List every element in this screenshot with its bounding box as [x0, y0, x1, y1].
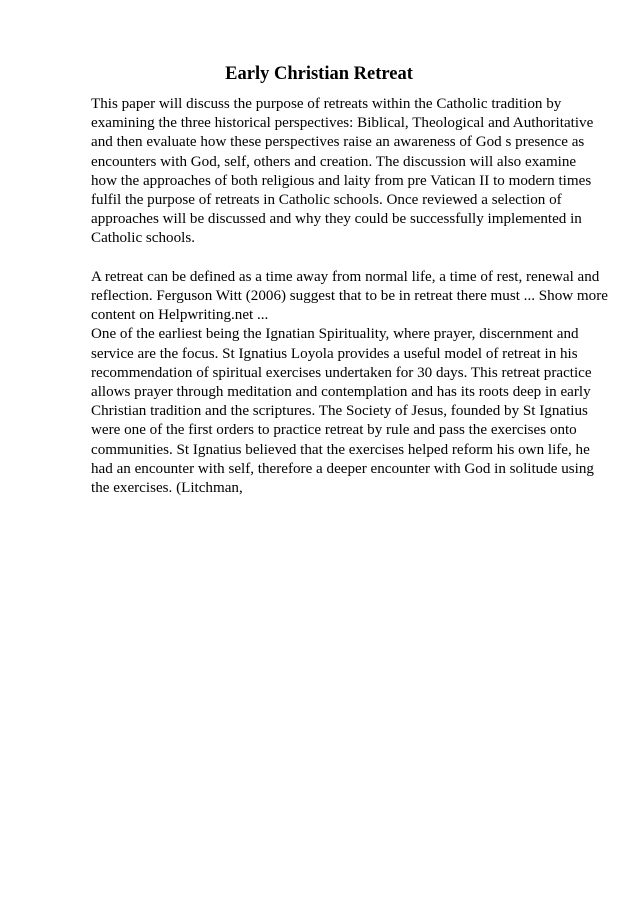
- text-line: Christian tradition and the scriptures. The Society of Jesus, founded by St Ignatius: [91, 403, 588, 420]
- text-line: recommendation of spiritual exercises undertaken for 30 days. This retreat practice: [91, 364, 592, 381]
- text-line: This paper will discuss the purpose of retreats within the Catholic tradition by: [91, 96, 562, 112]
- text-line: encounters with God, self, others and creation. The discussion will also examine: [91, 153, 577, 170]
- paragraph-spacer: [91, 249, 601, 268]
- text-line: and then evaluate how these perspectives raise an awareness of God s presence as: [91, 134, 585, 151]
- text-line: examining the three historical perspectives: Biblical, Theological and Authoritative: [91, 115, 594, 132]
- text-line: One of the earliest being the Ignatian Spirituality, where prayer, discernment and: [91, 326, 579, 343]
- document-title: Early Christian Retreat: [225, 64, 413, 84]
- document-body: [91, 95, 608, 498]
- text-line: service are the focus. St Ignatius Loyola provides a useful model of retreat in his: [91, 345, 578, 362]
- text-line: A retreat can be defined as a time away from normal life, a time of rest, renewal and: [91, 268, 600, 285]
- text-line: content on Helpwriting.net ...: [91, 307, 269, 324]
- text-line: the exercises. (Litchman,: [91, 480, 243, 497]
- paragraph-intro: [91, 95, 601, 249]
- paragraph-body: [91, 268, 608, 498]
- text-line: fulfil the purpose of retreats in Catholic schools. Once reviewed a selection of: [91, 192, 562, 209]
- text-line: allows prayer through meditation and contemplation and has its roots deep in early: [91, 384, 591, 401]
- text-line: were one of the first orders to practice retreat by rule and pass the exercises onto: [91, 422, 577, 439]
- text-line: reflection. Ferguson Witt (2006) suggest that to be in retreat there must ... Show more: [91, 288, 608, 305]
- text-line: communities. St Ignatius believed that the exercises helped reform his own life, he: [91, 441, 590, 458]
- text-line: Catholic schools.: [91, 230, 195, 247]
- text-line: how the approaches of both religious and laity from pre Vatican II to modern times: [91, 172, 592, 189]
- text-line: approaches will be discussed and why they could be successfully implemented in: [91, 211, 582, 228]
- text-line: had an encounter with self, therefore a deeper encounter with God in solitude using: [91, 460, 594, 477]
